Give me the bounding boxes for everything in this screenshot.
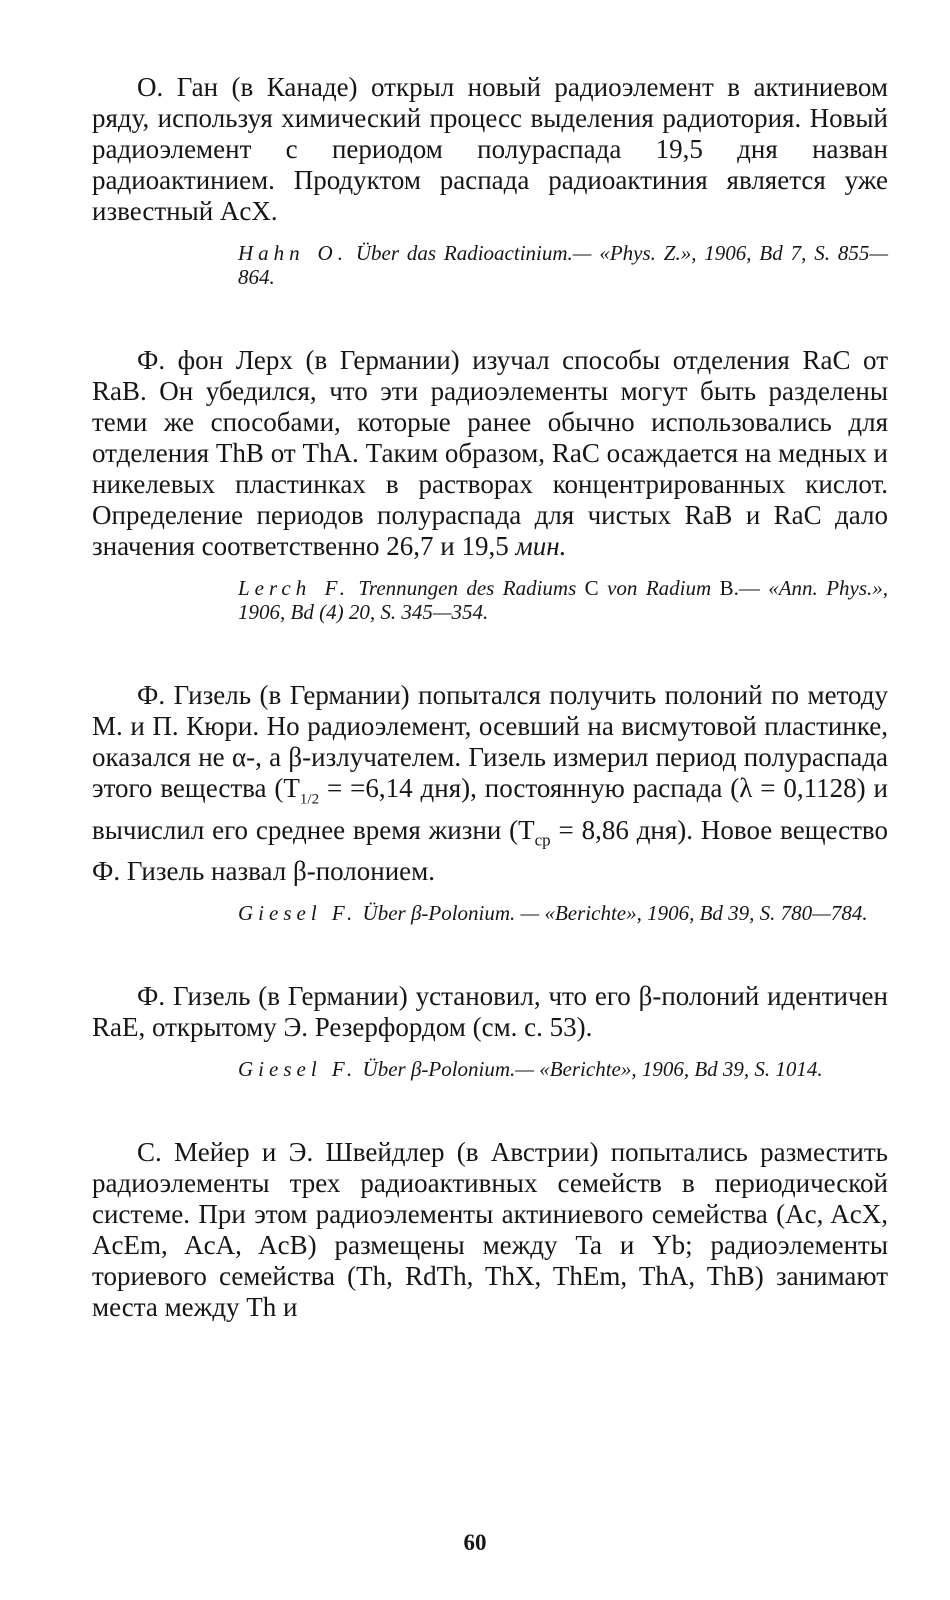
reference-letter: B.— bbox=[719, 576, 760, 600]
page-content bbox=[92, 72, 888, 1323]
reference-source: «Ann. Phys.», 1906, Bd (4) 20, S. 345—354. bbox=[238, 576, 889, 624]
spacer bbox=[92, 624, 888, 680]
reference bbox=[238, 901, 888, 925]
page-number: 60 bbox=[463, 1530, 487, 1555]
entry-text bbox=[92, 345, 888, 562]
reference-title-part: Trennungen des Radiums bbox=[358, 576, 577, 600]
subscript-cp: ср bbox=[534, 830, 551, 850]
entry-meyer-schweidler bbox=[92, 1137, 888, 1323]
reference-author: Giesel F. bbox=[238, 1056, 358, 1081]
reference-author: Hahn O. bbox=[238, 241, 348, 265]
entry-text bbox=[92, 680, 888, 887]
reference bbox=[238, 1057, 888, 1081]
entry-text-part: = =6,14 дня), постоянную распада (λ = 0,1128) и вычислил его среднее время жизни (T bbox=[92, 773, 888, 846]
entry-text-body: Ф. фон Лерх (в Германии) изучал способы отделения RaC от RaB. Он убедился, что эти радиоэлементы могут быть разделены теми же способами, которые ранее обычно использовались для отделения ThB от ThA. Таким образом, RaC осаждается на медных и никелевых пластинках в растворах концентрированных кислот. Определение периодов полураспада для чистых RaB и RaC дало значения соответственно 26,7 и 19,5 bbox=[92, 345, 888, 561]
reference-letter: C bbox=[584, 576, 599, 600]
reference-title: Über β-Polonium.— «Berichte», 1906, Bd 39, S. 1014. bbox=[362, 1056, 823, 1081]
spacer bbox=[92, 289, 888, 345]
reference-author: Lerch F. bbox=[238, 576, 350, 600]
reference-title: Über β-Polonium. — «Berichte», 1906, Bd 39, S. 780—784. bbox=[362, 900, 868, 925]
entry-lerch bbox=[92, 345, 888, 624]
reference-author: Giesel F. bbox=[238, 900, 358, 925]
entry-hahn bbox=[92, 72, 888, 289]
entry-giesel-1 bbox=[92, 680, 888, 925]
reference-title-part: von Radium bbox=[607, 576, 712, 600]
entry-text-part: Ф. Гизель (в Германии) попытался получить полоний по методу М. и П. Кюри. Но радиоэлемент, осевший на висмутовой пластинке, оказался не α-, а β-излучателем. Гизель измерил период полураспада этого вещества (T bbox=[92, 680, 888, 803]
unit-min: мин. bbox=[515, 531, 567, 561]
entry-text-part: = 8,86 дня). Новое вещество Ф. Гизель назвал β-полонием. bbox=[92, 815, 888, 886]
entry-text: Ф. Гизель (в Германии) установил, что его β-полоний идентичен RaE, открытому Э. Резерфордом (см. с. 53). bbox=[92, 980, 888, 1042]
entry-text: С. Мейер и Э. Швейдлер (в Австрии) попытались разместить радиоэлементы трех радиоактивных семейств в периодической системе. При этом радиоэлементы актиниевого семейства (Ac, AcX, AcEm, AcA, AcB) размещены между Ta и Yb; радиоэлементы ториевого семейства (Th, RdTh, ThX, ThEm, ThA, ThB) занимают места между Th и bbox=[92, 1136, 888, 1322]
entry-text: О. Ган (в Канаде) открыл новый радиоэлемент в актиниевом ряду, используя химический процесс выделения радиотория. Новый радиоэлемент с периодом полураспада 19,5 дня назван радиоактинием. Продуктом распада радиоактиния является уже известный AcX. bbox=[92, 72, 888, 226]
spacer bbox=[92, 1081, 888, 1137]
reference bbox=[238, 576, 888, 624]
reference bbox=[238, 241, 888, 289]
reference-title: Über das Radioactinium.— «Phys. Z.», 1906, Bd 7, S. 855—864. bbox=[238, 241, 889, 289]
spacer bbox=[92, 925, 888, 981]
entry-giesel-2 bbox=[92, 981, 888, 1081]
subscript-half: 1/2 bbox=[299, 791, 320, 808]
